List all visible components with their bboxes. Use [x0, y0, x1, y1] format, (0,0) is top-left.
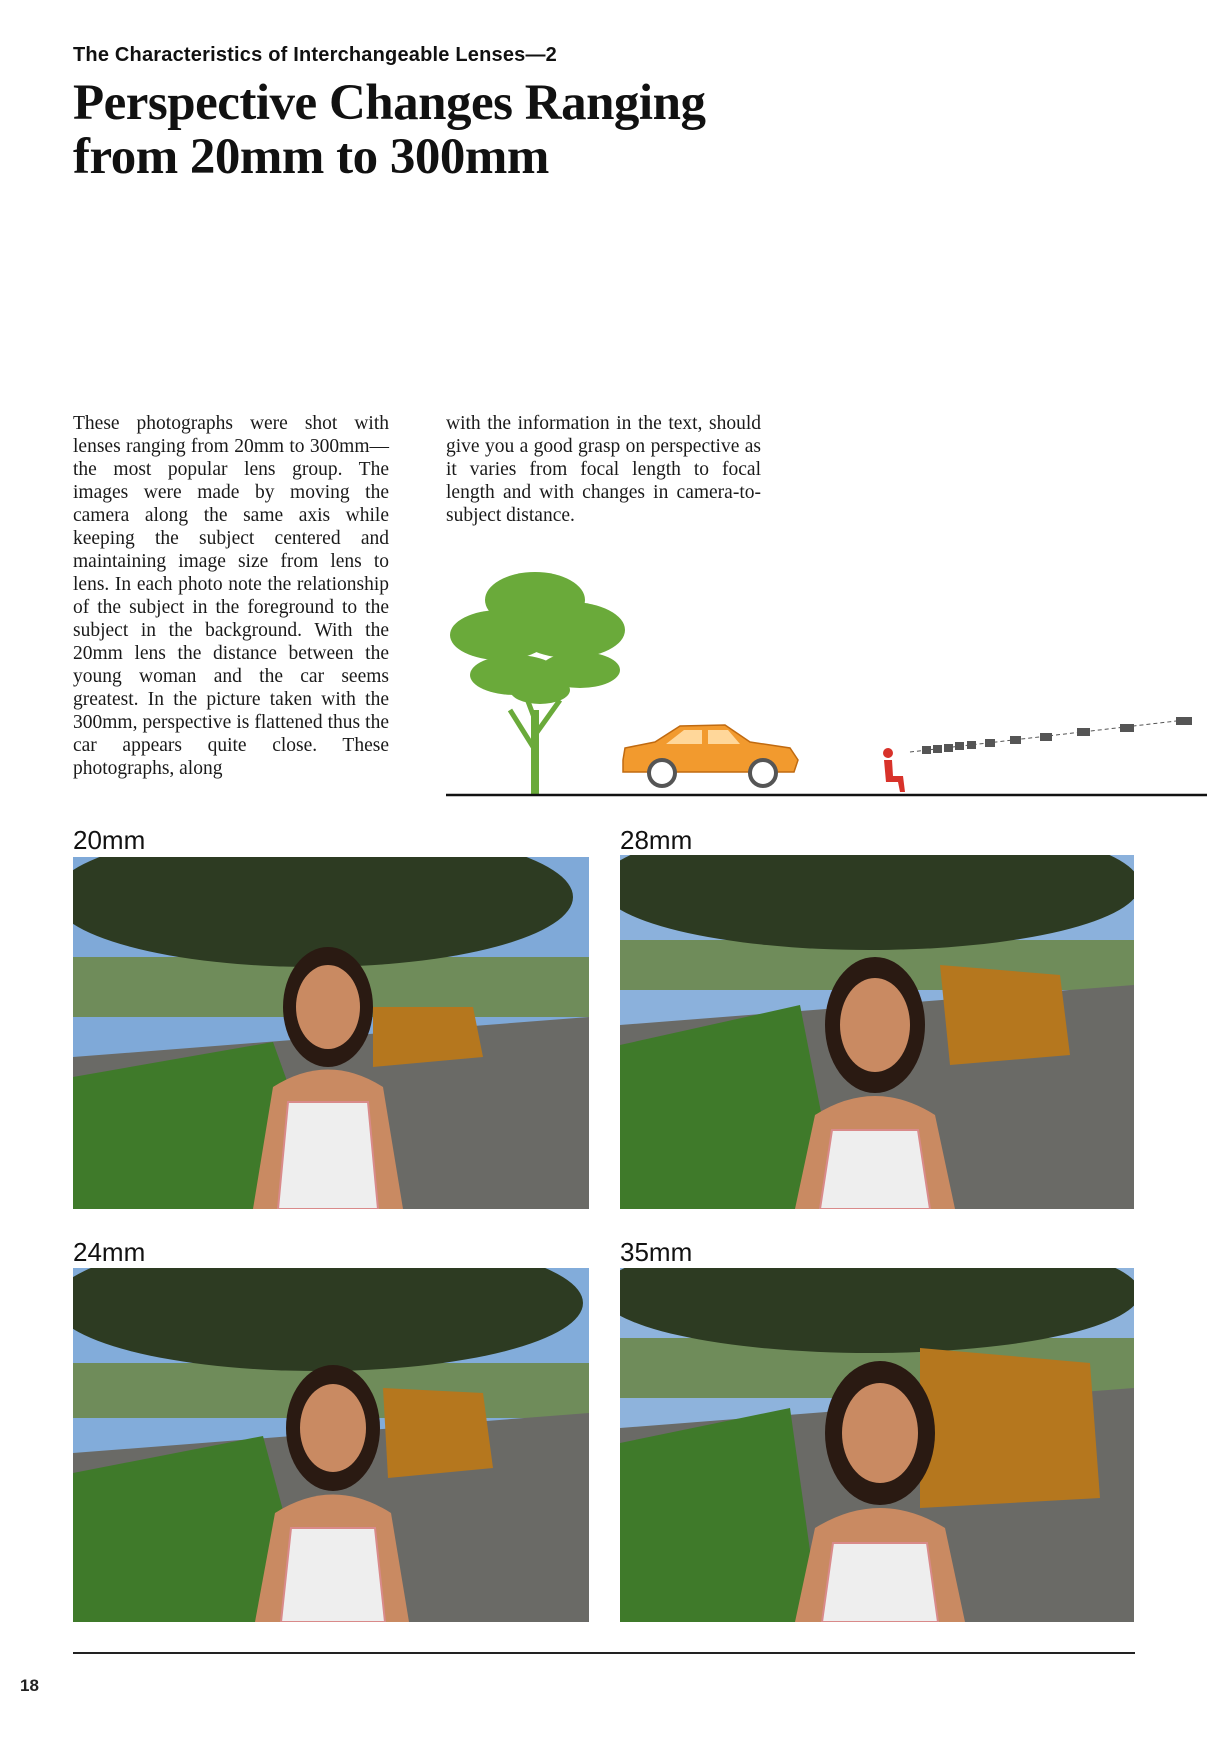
body-column-2: with the information in the text, should give you a good grasp on perspective as it varies from focal length to focal length and with changes in camera-to-subject distance. [446, 413, 761, 526]
portrait-photo-illustration [620, 855, 1134, 1209]
photo-28mm [620, 855, 1134, 1209]
title-line-1: Perspective Changes Ranging [73, 75, 706, 131]
photo-caption-35mm: 35mm [620, 1237, 693, 1267]
portrait-photo-illustration [73, 1268, 589, 1622]
camera-positions [910, 717, 1192, 754]
section-kicker: The Characteristics of Interchangeable Lenses—2 [73, 44, 558, 66]
bottom-rule [73, 1652, 1135, 1654]
perspective-diagram [440, 560, 1207, 800]
body-column-1: These photographs were shot with lenses ranging from 20mm to 300mm—the most popular lens group. The images were made by moving the camera along the same axis while keeping the subject centered and maintaining image size from lens to lens. In each photo note the relationship of the subject in the foreground to the subject in the background. With the 20mm lens the distance between the young woman and the car seems greatest. In the picture taken with the 300mm, perspective is flattened thus the car appears quite close. These photographs, along [73, 413, 389, 779]
photo-35mm [620, 1268, 1134, 1622]
tree-illustration [450, 572, 625, 794]
page-title [73, 76, 793, 184]
page-number: 18 [20, 1676, 39, 1695]
photo-20mm [73, 857, 589, 1209]
seated-figure-icon [883, 748, 905, 792]
photo-caption-24mm: 24mm [73, 1237, 146, 1267]
photo-caption-20mm: 20mm [73, 825, 146, 855]
photo-caption-28mm: 28mm [620, 825, 693, 855]
portrait-photo-illustration [620, 1268, 1134, 1622]
photo-24mm [73, 1268, 589, 1622]
title-line-2: from 20mm to 300mm [73, 129, 549, 185]
car-illustration [623, 725, 798, 786]
portrait-photo-illustration [73, 857, 589, 1209]
